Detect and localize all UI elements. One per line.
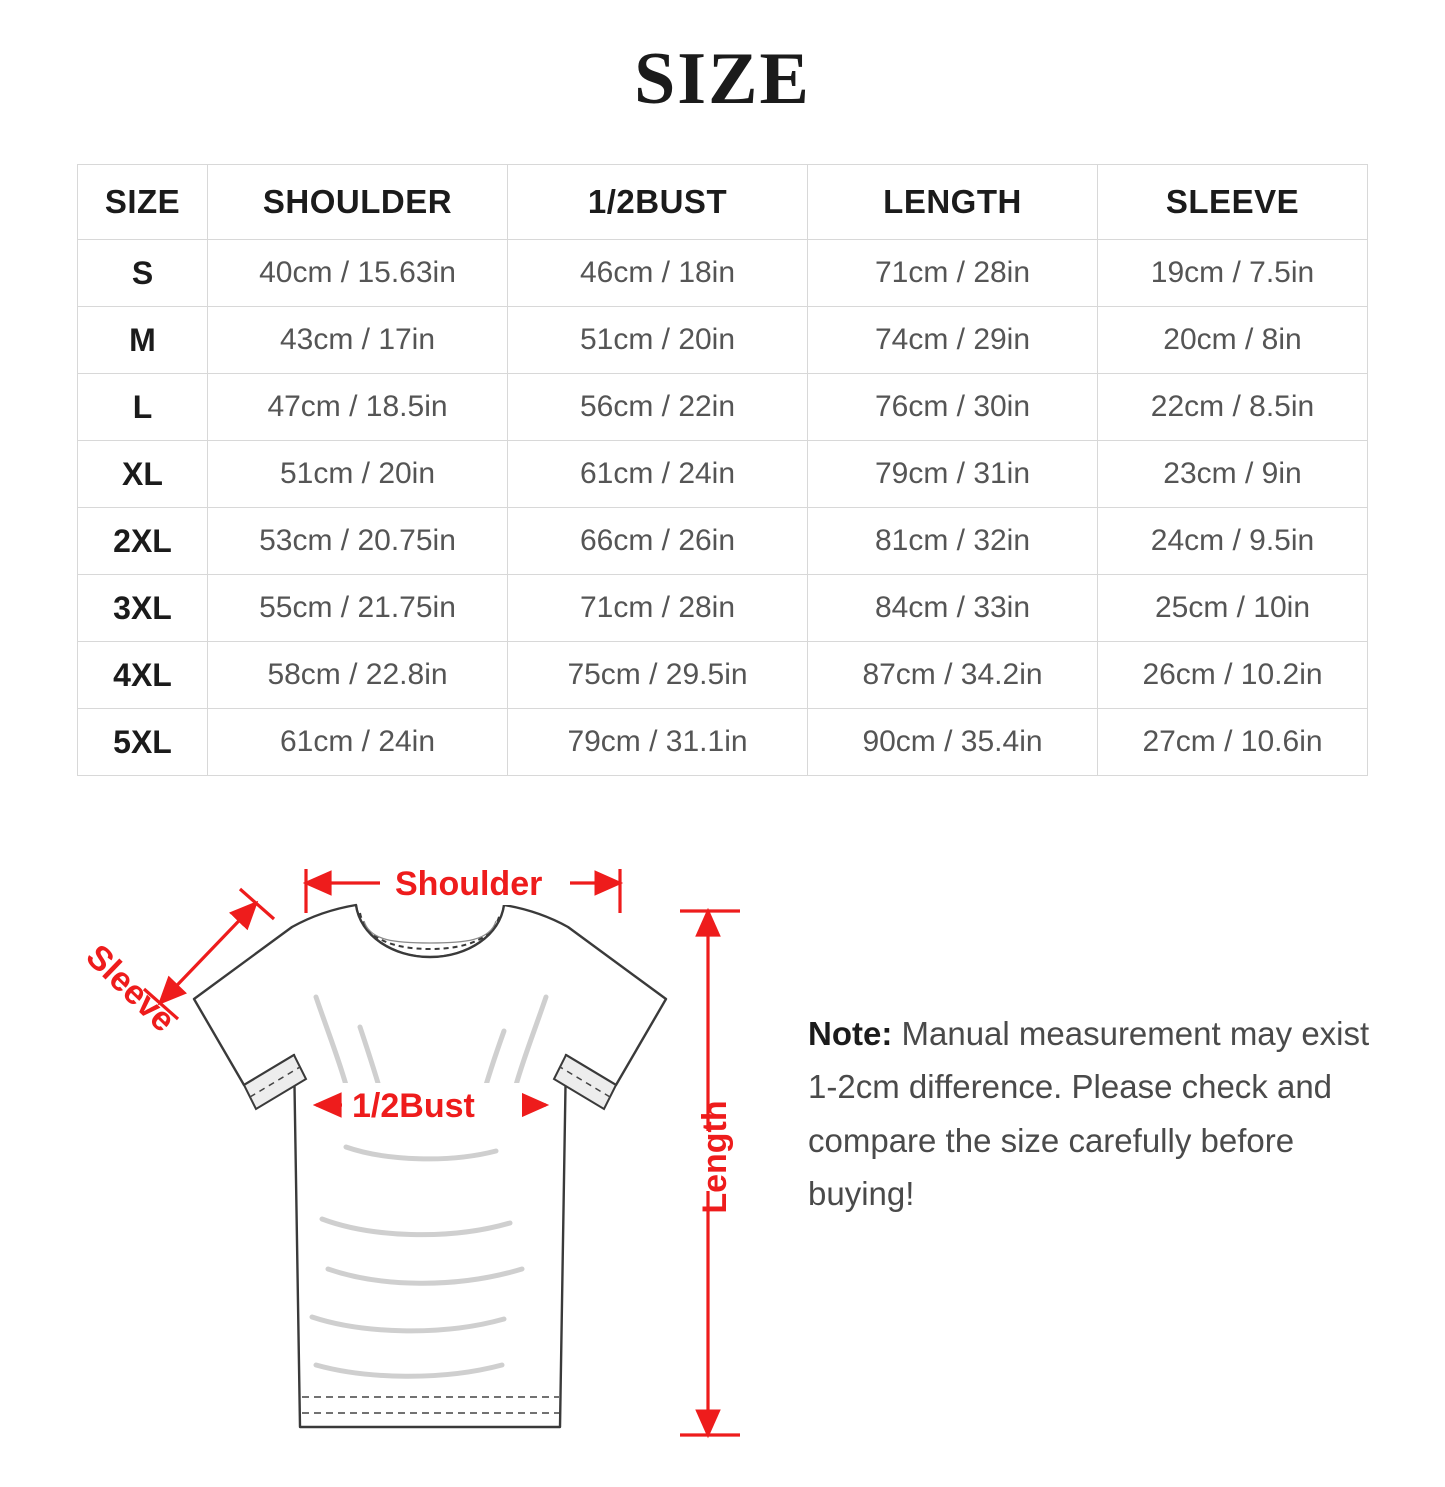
cell-sleeve: 23cm / 9in — [1098, 441, 1368, 508]
cell-sleeve: 22cm / 8.5in — [1098, 374, 1368, 441]
cell-sleeve: 20cm / 8in — [1098, 307, 1368, 374]
cell-bust: 46cm / 18in — [508, 240, 808, 307]
table-row — [78, 508, 1368, 575]
cell-bust: 79cm / 31.1in — [508, 709, 808, 776]
column-header-sleeve: SLEEVE — [1098, 165, 1368, 240]
cell-length: 71cm / 28in — [808, 240, 1098, 307]
cell-size: XL — [78, 441, 208, 508]
cell-bust: 56cm / 22in — [508, 374, 808, 441]
size-chart-table — [77, 164, 1368, 776]
cell-size: 4XL — [78, 642, 208, 709]
length-label: Length — [696, 1100, 734, 1214]
cell-shoulder: 61cm / 24in — [208, 709, 508, 776]
measurement-diagram — [0, 817, 1445, 1487]
table-row — [78, 575, 1368, 642]
note-label: Note: — [808, 1015, 893, 1052]
page-title: SIZE — [634, 38, 811, 120]
cell-length: 84cm / 33in — [808, 575, 1098, 642]
cell-length: 76cm / 30in — [808, 374, 1098, 441]
cell-length: 81cm / 32in — [808, 508, 1098, 575]
table-row — [78, 240, 1368, 307]
cell-shoulder: 58cm / 22.8in — [208, 642, 508, 709]
sleeve-label: Sleeve — [78, 937, 183, 1040]
cell-sleeve: 25cm / 10in — [1098, 575, 1368, 642]
cell-shoulder: 43cm / 17in — [208, 307, 508, 374]
bust-measure-arrow — [316, 1083, 546, 1127]
cell-length: 79cm / 31in — [808, 441, 1098, 508]
cell-sleeve: 24cm / 9.5in — [1098, 508, 1368, 575]
bust-label: 1/2Bust — [352, 1087, 475, 1125]
tshirt-outline — [194, 905, 666, 1427]
cell-length: 90cm / 35.4in — [808, 709, 1098, 776]
cell-shoulder: 53cm / 20.75in — [208, 508, 508, 575]
cell-size: 2XL — [78, 508, 208, 575]
cell-size: M — [78, 307, 208, 374]
cell-bust: 61cm / 24in — [508, 441, 808, 508]
note-body: Manual measurement may exist 1-2cm difference. Please check and compare the size carefully before buying! — [808, 1015, 1370, 1213]
table-row — [78, 374, 1368, 441]
table-header-row — [78, 165, 1368, 240]
cell-bust: 66cm / 26in — [508, 508, 808, 575]
shoulder-label: Shoulder — [395, 865, 543, 903]
cell-size: 3XL — [78, 575, 208, 642]
cell-sleeve: 19cm / 7.5in — [1098, 240, 1368, 307]
note-text — [808, 1007, 1398, 1221]
cell-sleeve: 27cm / 10.6in — [1098, 709, 1368, 776]
length-measure-arrow — [678, 911, 740, 1435]
cell-length: 74cm / 29in — [808, 307, 1098, 374]
tshirt-diagram-svg — [60, 817, 800, 1477]
cell-bust: 75cm / 29.5in — [508, 642, 808, 709]
table-row — [78, 709, 1368, 776]
cell-size: 5XL — [78, 709, 208, 776]
cell-size: L — [78, 374, 208, 441]
cell-bust: 51cm / 20in — [508, 307, 808, 374]
cell-shoulder: 40cm / 15.63in — [208, 240, 508, 307]
cell-shoulder: 55cm / 21.75in — [208, 575, 508, 642]
column-header-bust: 1/2BUST — [508, 165, 808, 240]
column-header-size: SIZE — [78, 165, 208, 240]
cell-length: 87cm / 34.2in — [808, 642, 1098, 709]
column-header-shoulder: SHOULDER — [208, 165, 508, 240]
cell-bust: 71cm / 28in — [508, 575, 808, 642]
cell-sleeve: 26cm / 10.2in — [1098, 642, 1368, 709]
table-row — [78, 642, 1368, 709]
cell-size: S — [78, 240, 208, 307]
cell-shoulder: 47cm / 18.5in — [208, 374, 508, 441]
column-header-length: LENGTH — [808, 165, 1098, 240]
table-row — [78, 307, 1368, 374]
table-row — [78, 441, 1368, 508]
cell-shoulder: 51cm / 20in — [208, 441, 508, 508]
